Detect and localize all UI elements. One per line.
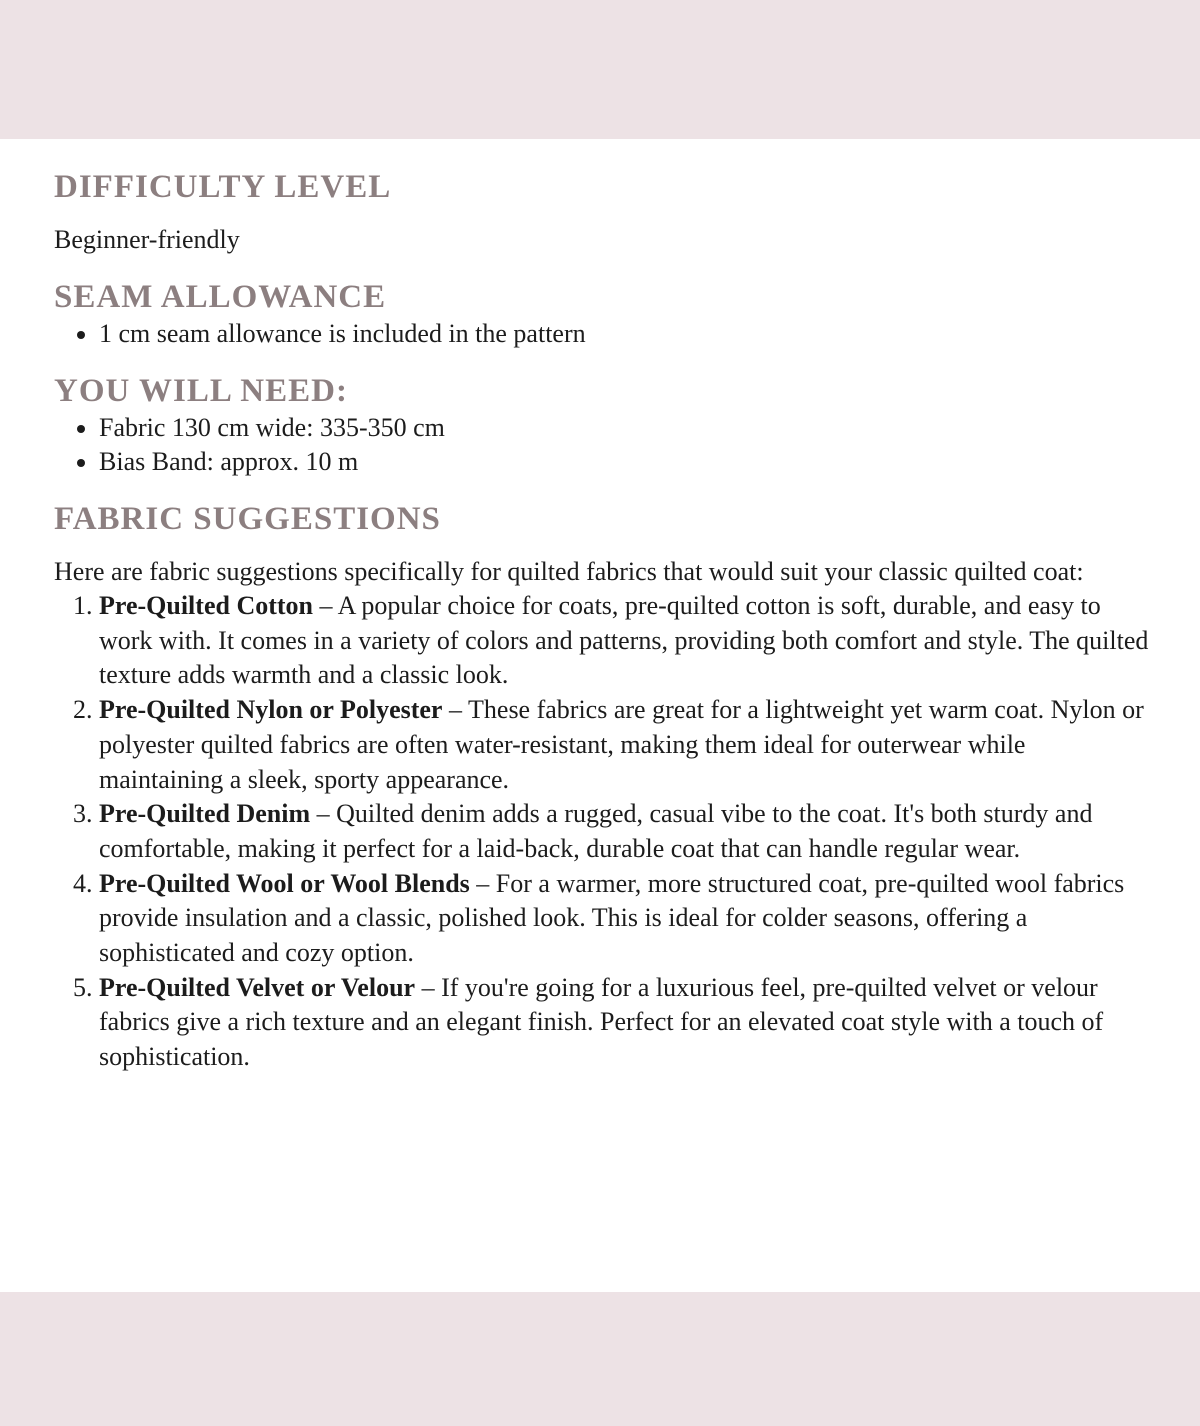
separator: – bbox=[310, 799, 337, 829]
fabric-intro: Here are fabric suggestions specifically for quilted fabrics that would suit your classic quilted coat: bbox=[54, 557, 1084, 586]
difficulty-heading: DIFFICULTY LEVEL bbox=[54, 169, 392, 205]
list-item bbox=[99, 867, 1154, 971]
fabric-title: Pre-Quilted Cotton bbox=[99, 591, 313, 620]
fabric-title: Pre-Quilted Denim bbox=[99, 799, 311, 829]
fabric-title: Pre-Quilted Nylon or Polyester bbox=[99, 695, 443, 725]
list-item bbox=[99, 797, 1154, 866]
list-item: • Bias Band: approx. 10 m bbox=[99, 445, 1154, 479]
difficulty-value: Beginner-friendly bbox=[54, 225, 240, 254]
fabric-suggestions-list bbox=[54, 589, 1154, 1075]
seam-allowance-list bbox=[54, 317, 1154, 351]
fabric-description: For a warmer, more structured coat, pre-quilted wool fabrics provide insulation and a classic, polished look. This is ideal for colder seasons, offering a sophisticated and cozy option. bbox=[99, 868, 1125, 968]
fabric-title: Pre-Quilted Velvet or Velour bbox=[99, 972, 416, 1002]
fabric-title: Pre-Quilted Wool or Wool Blends bbox=[99, 868, 470, 898]
you-will-need-heading: YOU WILL NEED: bbox=[54, 373, 348, 409]
document-body bbox=[54, 167, 1154, 1075]
fabric-description: These fabrics are great for a lightweight yet warm coat. Nylon or polyester quilted fabrics are often water-resistant, making them ideal for outerwear while maintaining a sleek, sporty appearance. bbox=[99, 695, 1144, 794]
separator: – bbox=[442, 695, 469, 725]
fabric-description: Quilted denim adds a rugged, casual vibe to the coat. It's both sturdy and comfortable, making it perfect for a laid-back, durable coat that can handle regular wear. bbox=[99, 799, 1093, 863]
fabric-description: A popular choice for coats, pre-quilted cotton is soft, durable, and easy to work with. It comes in a variety of colors and patterns, providing both comfort and style. The quilted texture adds warmth and a classic look. bbox=[99, 591, 1149, 690]
list-item bbox=[99, 693, 1154, 797]
list-item: • 1 cm seam allowance is included in the pattern bbox=[99, 317, 1154, 351]
fabric-description: If you're going for a luxurious feel, pre-quilted velvet or velour fabrics give a rich texture and an elegant finish. Perfect for an elevated coat style with a touch of sophistication. bbox=[99, 972, 1104, 1072]
materials-list bbox=[54, 411, 1154, 479]
list-item: • Fabric 130 cm wide: 335-350 cm bbox=[99, 411, 1154, 445]
document-page bbox=[0, 139, 1200, 1292]
fabric-suggestions-heading: FABRIC SUGGESTIONS bbox=[54, 501, 441, 537]
list-item bbox=[99, 971, 1154, 1075]
separator: – bbox=[313, 591, 338, 620]
seam-allowance-heading: SEAM ALLOWANCE bbox=[54, 279, 387, 315]
list-item bbox=[99, 589, 1154, 693]
separator: – bbox=[415, 972, 442, 1002]
top-band bbox=[0, 0, 1200, 139]
separator: – bbox=[469, 868, 496, 898]
